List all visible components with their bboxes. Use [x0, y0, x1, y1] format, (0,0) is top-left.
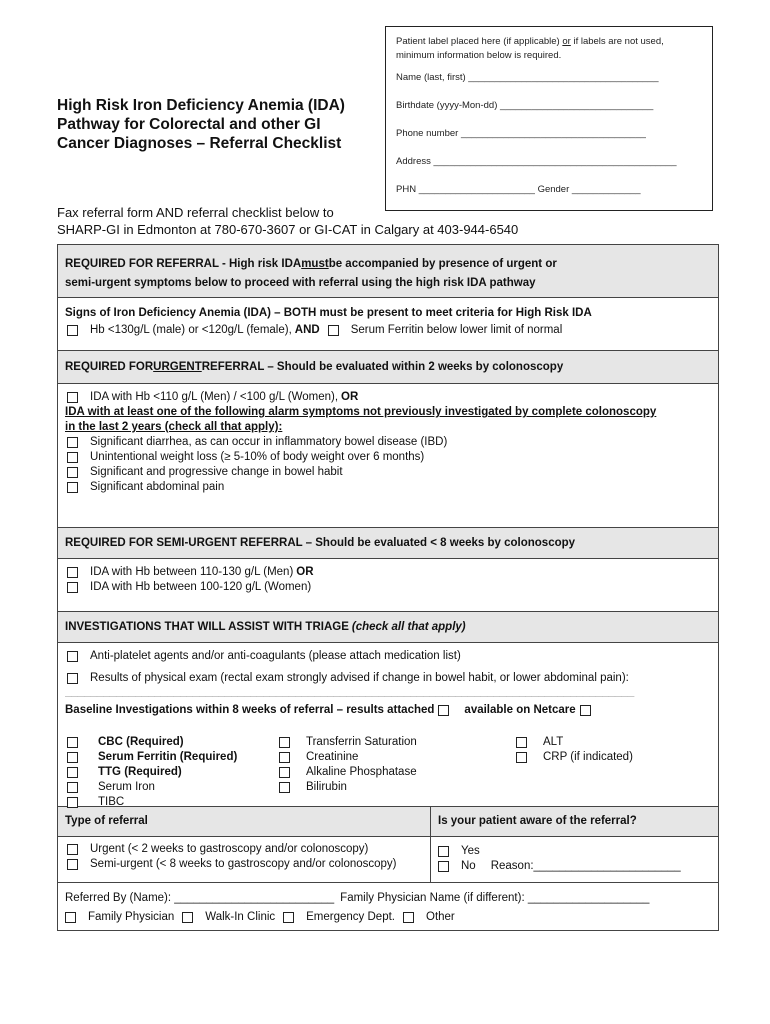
title-line: High Risk Iron Deficiency Anemia (IDA) [57, 97, 345, 114]
test-label: Creatinine [306, 751, 359, 763]
aware-yes-checkbox[interactable] [438, 846, 449, 857]
semi-urgent-header [58, 528, 718, 559]
intro-text-2: if labels are not used, minimum information below is required. [396, 36, 664, 61]
test-checkbox[interactable] [279, 782, 290, 793]
birthdate-field[interactable]: Birthdate (yyyy-Mon-dd) _____________________________ [396, 100, 654, 111]
symptom-checkbox[interactable] [67, 452, 78, 463]
investigations-head-note: (check all that apply) [351, 621, 466, 633]
intro-text: Patient label placed here (if applicable) [396, 36, 563, 47]
aware-no-checkbox[interactable] [438, 861, 449, 872]
hb-checkbox[interactable] [67, 325, 78, 336]
referrer-type-checkbox[interactable] [65, 912, 76, 923]
urgent-head-text-2: REFERRAL – Should be evaluated within 2 weeks by colonoscopy [201, 361, 564, 373]
test-label: TIBC [98, 796, 125, 808]
antiplatelet-checkbox[interactable] [67, 651, 78, 662]
form-title [57, 96, 377, 153]
baseline-label: Baseline Investigations within 8 weeks of referral – results attached [65, 704, 435, 716]
name-field[interactable]: Name (last, first) ____________________________________ [396, 72, 659, 83]
test-checkbox[interactable] [279, 737, 290, 748]
physical-exam-row [65, 671, 711, 686]
or-label: OR [341, 391, 359, 403]
baseline-column-2 [279, 735, 417, 795]
test-item [279, 735, 417, 750]
symptom-label: Unintentional weight loss (≥ 5-10% of body weight over 6 months) [90, 451, 425, 463]
test-item [67, 780, 237, 795]
referred-by-field[interactable]: Referred By (Name): _________________________ [65, 892, 335, 904]
alarm-line-1 [65, 405, 711, 420]
semi-women-row [65, 580, 711, 595]
physical-exam-line[interactable]: _________________________________________________________________________________________ [65, 686, 635, 697]
semi-urgent-section [58, 559, 718, 612]
fax-line-1: Fax referral form AND referral checklist below to [57, 205, 334, 220]
aware-yes-label: Yes [461, 845, 480, 857]
semi-women-checkbox[interactable] [67, 582, 78, 593]
test-label: CRP (if indicated) [543, 751, 633, 763]
address-field[interactable]: Address ______________________________________________ [396, 156, 677, 167]
signs-criteria [65, 322, 711, 339]
reason-field[interactable]: Reason:_______________________ [490, 860, 681, 872]
phn-gender-field[interactable]: PHN ______________________ Gender _____________ [396, 184, 641, 195]
alarm-text-2: in the last 2 years (check all that apply): [65, 421, 283, 433]
symptom-label: Significant diarrhea, as can occur in inflammatory bowel disease (IBD) [90, 436, 448, 448]
urgent-section [58, 384, 718, 528]
aware-no-label: No [461, 860, 476, 872]
fax-instructions [57, 204, 518, 238]
referral-option-label: Urgent (< 2 weeks to gastroscopy and/or colonoscopy) [90, 843, 369, 855]
semi-men-row [65, 565, 711, 580]
test-label: CBC (Required) [98, 736, 184, 748]
symptom-row [65, 450, 711, 465]
test-checkbox[interactable] [279, 767, 290, 778]
referral-type-column [58, 807, 431, 882]
test-label: Serum Ferritin (Required) [98, 751, 238, 763]
investigations-section [58, 643, 718, 807]
awareness-column [431, 807, 718, 882]
fax-line-2: SHARP-GI in Edmonton at 780-670-3607 or GI-CAT in Calgary at 403-944-6540 [57, 222, 519, 237]
test-label: Serum Iron [98, 781, 155, 793]
symptom-row [65, 435, 711, 450]
physical-exam-label: Results of physical exam (rectal exam strongly advised if change in bowel habit, or lower abdominal pain): [90, 672, 629, 684]
signs-title: Signs of Iron Deficiency Anemia (IDA) – BOTH must be present to meet criteria for High Risk IDA [65, 307, 592, 319]
baseline-row [65, 703, 711, 718]
test-label: Bilirubin [306, 781, 347, 793]
investigations-head-text: INVESTIGATIONS THAT WILL ASSIST WITH TRIAGE [65, 621, 349, 633]
awareness-header: Is your patient aware of the referral? [431, 807, 718, 837]
investigations-header [58, 612, 718, 643]
test-checkbox[interactable] [67, 797, 78, 808]
semi-men-label: IDA with Hb between 110-130 g/L (Men) [90, 566, 294, 578]
test-label: Transferrin Saturation [306, 736, 417, 748]
referrer-type-checkbox[interactable] [283, 912, 294, 923]
test-label: Alkaline Phosphatase [306, 766, 417, 778]
required-text-2: be accompanied by presence of urgent or [328, 258, 557, 270]
results-attached-checkbox[interactable] [438, 705, 449, 716]
test-checkbox[interactable] [279, 752, 290, 763]
test-checkbox[interactable] [67, 782, 78, 793]
label-box-intro [396, 35, 702, 63]
title-line: Pathway for Colorectal and other GI [57, 116, 321, 133]
test-item [516, 735, 633, 750]
symptom-row [65, 480, 711, 495]
referral-urgent-checkbox[interactable] [67, 844, 78, 855]
referrer-type-checkbox[interactable] [182, 912, 193, 923]
urgent-head-text: REQUIRED FOR [65, 361, 154, 373]
test-item [67, 795, 237, 810]
referral-semi-urgent-checkbox[interactable] [67, 859, 78, 870]
aware-no-row [438, 859, 711, 874]
test-item [67, 750, 237, 765]
test-label: ALT [543, 736, 564, 748]
symptom-label: Significant and progressive change in bowel habit [90, 466, 343, 478]
antiplatelet-row [65, 649, 711, 664]
referrer-type-checkbox[interactable] [403, 912, 414, 923]
required-line-2: semi-urgent symptoms below to proceed with referral using the high risk IDA pathway [65, 277, 536, 289]
urgent-ida-checkbox[interactable] [67, 392, 78, 403]
urgent-head-urgent: URGENT [153, 361, 202, 373]
symptom-checkbox[interactable] [67, 437, 78, 448]
urgent-ida-row [65, 390, 711, 405]
referrer-type-label: Emergency Dept. [306, 910, 395, 923]
test-item [279, 765, 417, 780]
and-label: AND [294, 324, 320, 336]
phone-field[interactable]: Phone number ___________________________________ [396, 128, 646, 139]
alarm-text-1: IDA with at least one of the following alarm symptoms not previously investigated by complete colonoscopy [65, 406, 657, 418]
referral-option [67, 842, 423, 857]
symptom-checkbox[interactable] [67, 482, 78, 493]
urgent-header [58, 351, 718, 384]
semi-men-checkbox[interactable] [67, 567, 78, 578]
test-checkbox[interactable] [67, 752, 78, 763]
required-text: REQUIRED FOR REFERRAL - High risk IDA [65, 258, 302, 270]
urgent-ida-label: IDA with Hb <110 g/L (Men) / <100 g/L (Women), [90, 391, 339, 403]
referrer-type-label: Other [426, 910, 455, 923]
intro-or: or [562, 36, 571, 47]
baseline-column-1 [67, 735, 237, 810]
ferritin-checkbox[interactable] [328, 325, 339, 336]
test-checkbox[interactable] [516, 752, 527, 763]
symptom-row [65, 465, 711, 480]
referral-type-table [58, 807, 718, 883]
test-checkbox[interactable] [67, 767, 78, 778]
aware-yes-row [438, 844, 711, 859]
hb-label: Hb <130g/L (male) or <120g/L (female), [90, 324, 292, 336]
awareness-options [431, 837, 718, 874]
or-label: OR [296, 566, 314, 578]
test-item [67, 735, 237, 750]
baseline-column-3 [516, 735, 633, 765]
referred-by-section [58, 883, 718, 927]
test-label: TTG (Required) [98, 766, 182, 778]
referrer-type-label: Family Physician [88, 910, 175, 923]
required-referral-header [58, 245, 718, 298]
semi-urgent-head-text: REQUIRED FOR SEMI-URGENT REFERRAL – Should be evaluated < 8 weeks by colonoscopy [65, 537, 576, 549]
test-item [67, 765, 237, 780]
referral-type-options [58, 837, 430, 872]
symptom-checkbox[interactable] [67, 467, 78, 478]
test-item [279, 780, 417, 795]
alarm-line-2 [65, 420, 711, 435]
referral-option [67, 857, 423, 872]
patient-label-box [385, 26, 713, 211]
referral-option-label: Semi-urgent (< 8 weeks to gastroscopy and/or colonoscopy) [90, 858, 397, 870]
must-text: must [301, 258, 329, 270]
referrer-type-row [65, 907, 711, 927]
referral-checklist-form [57, 244, 719, 931]
family-physician-field[interactable]: Family Physician Name (if different): ___________________ [340, 892, 650, 904]
ferritin-label: Serum Ferritin below lower limit of normal [350, 324, 563, 336]
physical-exam-checkbox[interactable] [67, 673, 78, 684]
test-item [516, 750, 633, 765]
signs-section [58, 298, 718, 351]
test-checkbox[interactable] [67, 737, 78, 748]
symptom-label: Significant abdominal pain [90, 481, 225, 493]
semi-women-label: IDA with Hb between 100-120 g/L (Women) [90, 581, 312, 593]
referred-by-row [65, 890, 711, 907]
referral-type-header: Type of referral [58, 807, 430, 837]
test-item [279, 750, 417, 765]
netcare-label: available on Netcare [464, 704, 576, 716]
test-checkbox[interactable] [516, 737, 527, 748]
referrer-type-label: Walk-In Clinic [205, 910, 276, 923]
antiplatelet-label: Anti-platelet agents and/or anti-coagulants (please attach medication list) [90, 650, 461, 662]
netcare-checkbox[interactable] [580, 705, 591, 716]
title-line: Cancer Diagnoses – Referral Checklist [57, 135, 342, 152]
